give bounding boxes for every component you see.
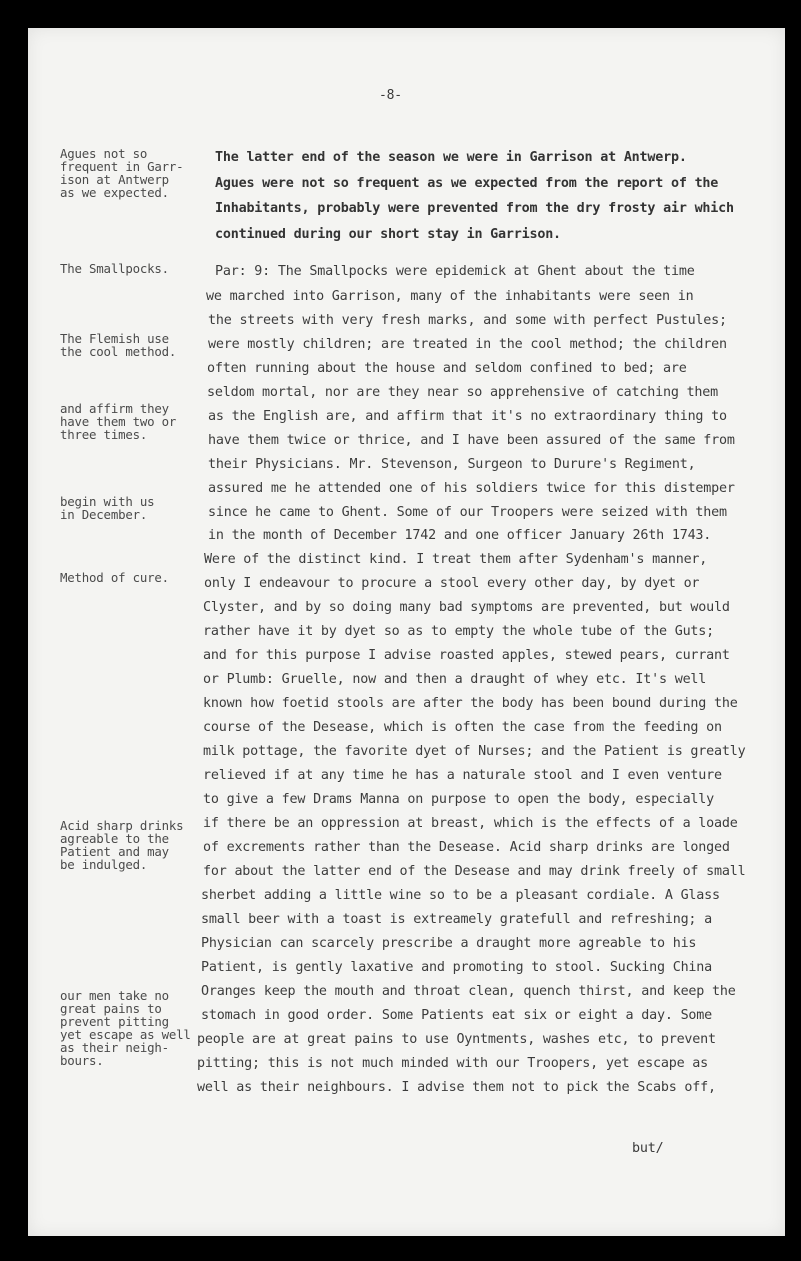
body-line: Inhabitants, probably were prevented from the dry frosty air which	[215, 201, 734, 216]
body-line: pitting; this is not much minded with our Troopers, yet escape as	[197, 1056, 709, 1071]
body-line: assured me he attended one of his soldiers twice for this distemper	[208, 481, 735, 496]
body-line: Oranges keep the mouth and throat clean, quench thirst, and keep the	[201, 984, 736, 999]
body-line: Patient, is gently laxative and promoting to stool. Sucking China	[201, 960, 713, 975]
body-line: rather have it by dyet so as to empty the whole tube of the Guts;	[203, 624, 715, 639]
body-line: their Physicians. Mr. Stevenson, Surgeon to Durure's Regiment,	[208, 457, 696, 472]
body-line: Physician can scarcely prescribe a draught more agreable to his	[201, 936, 697, 951]
margin-note-line: Patient and may	[60, 844, 169, 859]
body-line: stomach in good order. Some Patients eat six or eight a day. Some	[201, 1008, 713, 1023]
margin-note-line: our men take no	[60, 988, 169, 1003]
margin-note-line: the cool method.	[60, 344, 177, 359]
margin-note-line: three times.	[60, 427, 148, 442]
body-line: to give a few Drams Manna on purpose to open the body, especially	[203, 792, 715, 807]
body-line: milk pottage, the favorite dyet of Nurses; and the Patient is greatly	[203, 744, 746, 759]
body-line: Agues were not so frequent as we expected from the report of the	[215, 176, 719, 191]
margin-note-line: The Flemish use	[60, 331, 169, 346]
body-line: in the month of December 1742 and one officer January 26th 1743.	[208, 528, 712, 543]
margin-note-acid-drinks	[60, 819, 183, 871]
margin-note-line: The Smallpocks.	[60, 261, 169, 276]
body-line: since he came to Ghent. Some of our Troopers were seized with them	[208, 505, 727, 520]
margin-note-line: in December.	[60, 507, 148, 522]
body-line: known how foetid stools are after the body has been bound during the	[203, 696, 738, 711]
body-line: have them twice or thrice, and I have been assured of the same from	[208, 433, 735, 448]
margin-note-line: be indulged.	[60, 857, 148, 872]
body-line: well as their neighbours. I advise them not to pick the Scabs off,	[197, 1080, 716, 1095]
margin-note-agues	[60, 147, 183, 199]
body-line: relieved if at any time he has a naturale stool and I even venture	[203, 768, 722, 783]
margin-note-line: begin with us	[60, 494, 155, 509]
margin-note-line: prevent pitting	[60, 1014, 169, 1029]
margin-note-line: frequent in Garr-	[60, 159, 184, 174]
body-line: Were of the distinct kind. I treat them after Sydenham's manner,	[204, 552, 708, 567]
body-line: course of the Desease, which is often the case from the feeding on	[203, 720, 722, 735]
body-line: Clyster, and by so doing many bad symptoms are prevented, but would	[203, 600, 730, 615]
margin-note-december	[60, 495, 154, 521]
body-line: as the English are, and affirm that it's no extraordinary thing to	[208, 409, 727, 424]
margin-note-affirm	[60, 402, 176, 441]
catchword: but/	[632, 1141, 664, 1156]
margin-note-method	[60, 571, 169, 584]
margin-note-flemish	[60, 332, 176, 358]
margin-note-line: great pains to	[60, 1001, 162, 1016]
margin-note-line: and affirm they	[60, 401, 169, 416]
document-page	[28, 28, 785, 1236]
body-line: and for this purpose I advise roasted apples, stewed pears, currant	[203, 648, 730, 663]
body-line: only I endeavour to procure a stool every other day, by dyet or	[204, 576, 700, 591]
body-line: continued during our short stay in Garrison.	[215, 227, 561, 242]
margin-note-pitting	[60, 989, 191, 1067]
margin-note-line: as we expected.	[60, 185, 169, 200]
margin-note-line: bours.	[60, 1053, 104, 1068]
body-line: sherbet adding a little wine so to be a pleasant cordiale. A Glass	[201, 888, 720, 903]
body-line: if there be an oppression at breast, which is the effects of a loade	[203, 816, 738, 831]
body-line: seldom mortal, nor are they near so apprehensive of catching them	[207, 385, 719, 400]
body-line: people are at great pains to use Oyntments, washes etc, to prevent	[197, 1032, 716, 1047]
body-line: The latter end of the season we were in Garrison at Antwerp.	[215, 150, 687, 165]
margin-note-line: Agues not so	[60, 146, 148, 161]
body-line: of excrements rather than the Desease. Acid sharp drinks are longed	[203, 840, 730, 855]
margin-note-line: agreable to the	[60, 831, 169, 846]
margin-note-line: yet escape as well	[60, 1027, 191, 1042]
body-line: often running about the house and seldom confined to bed; are	[207, 361, 687, 376]
margin-note-smallpocks	[60, 262, 169, 275]
margin-note-line: Acid sharp drinks	[60, 818, 184, 833]
margin-note-line: as their neigh-	[60, 1040, 169, 1055]
margin-note-line: ison at Antwerp	[60, 172, 169, 187]
body-line: small beer with a toast is extreamely gratefull and refreshing; a	[201, 912, 713, 927]
body-line: were mostly children; are treated in the cool method; the children	[208, 337, 727, 352]
body-line: Par: 9: The Smallpocks were epidemick at Ghent about the time	[215, 264, 695, 279]
page-number: -8-	[379, 88, 402, 103]
body-line: for about the latter end of the Desease and may drink freely of small	[203, 864, 746, 879]
body-line: or Plumb: Gruelle, now and then a draught of whey etc. It's well	[203, 672, 707, 687]
body-line: the streets with very fresh marks, and some with perfect Pustules;	[208, 313, 727, 328]
margin-note-line: Method of cure.	[60, 570, 169, 585]
body-line: we marched into Garrison, many of the inhabitants were seen in	[206, 289, 694, 304]
margin-note-line: have them two or	[60, 414, 177, 429]
